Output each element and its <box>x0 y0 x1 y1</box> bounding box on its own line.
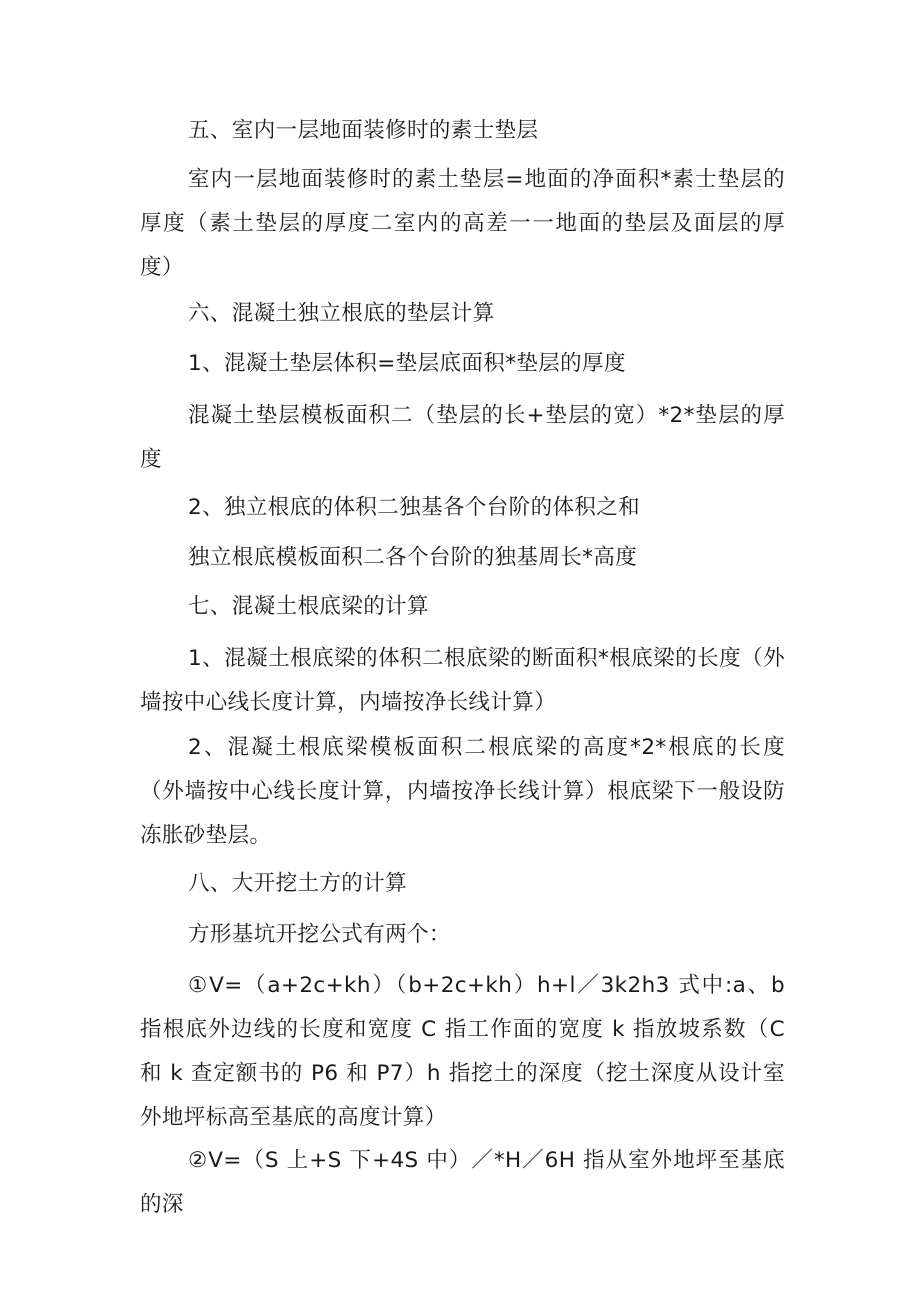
paragraph-cushion-volume: 1、混凝土垫层体积=垫层底面积*垫层的厚度 <box>188 351 626 376</box>
paragraph-soil-cushion: 室内一层地面装修时的素土垫层=地面的净面积*素士垫层的厚度（素土垫层的厚度二室内的高差一一地面的垫层及面层的厚度） <box>140 167 785 280</box>
paragraph-pit-formula-2: ②V=（S 上+S 下+4S 中）／*H／6H 指从室外地坪至基底的深 <box>140 1148 785 1217</box>
paragraph-footing-volume: 2、独立根底的体积二独基各个台阶的体积之和 <box>188 495 641 520</box>
paragraph-pit-formula-1: ①V=（a+2c+kh）（b+2c+kh）h+l／3k2h3 式中:a、b 指根底外边线的长度和宽度 C 指工作面的宽度 k 指放坡系数（C 和 k 查定额书的 P6 和 P7）h 指挖土的深度（挖土深度从设计室外地坪标高至基底的高度计算） <box>140 973 785 1130</box>
section-heading-8: 八、大开挖土方的计算 <box>188 871 408 896</box>
paragraph-beam-formwork: 2、混凝土根底梁模板面积二根底梁的高度*2*根底的长度（外墙按中心线长度计算，内墙按净长线计算）根底梁下一般设防冻胀砂垫层。 <box>140 735 785 848</box>
paragraph-beam-volume: 1、混凝土根底梁的体积二根底梁的断面积*根底梁的长度（外墙按中心线长度计算，内墙按净长线计算） <box>140 646 785 715</box>
section-heading-7: 七、混凝土根底梁的计算 <box>188 594 429 619</box>
paragraph-footing-formwork: 独立根底模板面积二各个台阶的独基周长*高度 <box>188 545 638 570</box>
paragraph-pit-intro: 方形基坑开挖公式有两个： <box>188 922 451 947</box>
section-heading-5: 五、室内一层地面装修时的素士垫层 <box>188 118 539 143</box>
section-heading-6: 六、混凝土独立根底的垫层计算 <box>188 301 495 326</box>
paragraph-cushion-formwork: 混凝土垫层模板面积二（垫层的长+垫层的宽）*2*垫层的厚度 <box>140 403 785 472</box>
